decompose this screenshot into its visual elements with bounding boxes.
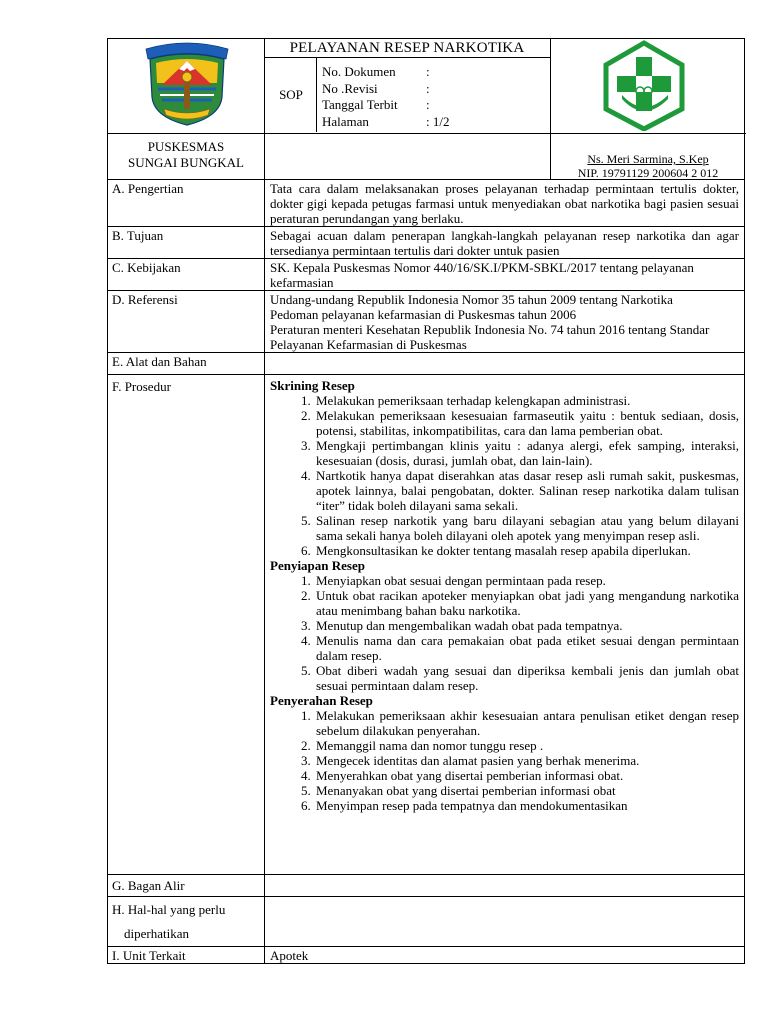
sop-label: SOP: [279, 87, 303, 102]
list-item: 4. Nartkotik hanya dapat diserahkan atas dasar resep asli rumah sakit, puskesmas, apotek lainnya, balai pengobatan, dokter. Salinan resep narkotika dalam tulisan “iter” tidak boleh dilayani sama sekali.: [314, 468, 739, 513]
row-label: E. Alat dan Bahan: [108, 353, 265, 375]
reference-item: Undang-undang Republik Indonesia Nomor 35 tahun 2009 tentang Narkotika: [270, 292, 673, 307]
section-title-penyiapan: Penyiapan Resep: [270, 558, 365, 573]
row-content: Apotek: [265, 947, 745, 964]
list-item: 2. Melakukan pemeriksaan kesesuaian farmaseutik yaitu : bentuk sediaan, dosis, potensi, stabilitas, inkompatibilitas, cara dan lama pemberian obat.: [314, 408, 739, 438]
row-content: [265, 875, 745, 897]
meta-row-issue-date: Tanggal Terbit :: [322, 97, 430, 112]
list-item: 1. Menyiapkan obat sesuai dengan permintaan pada resep.: [314, 573, 739, 588]
section-title-skrining: Skrining Resep: [270, 378, 355, 393]
reference-item: Peraturan menteri Kesehatan Republik Indonesia No. 74 tahun 2016 tentang Standar Pelayanan Kefarmasian di Puskesmas: [270, 322, 710, 352]
row-kebijakan: [108, 259, 745, 291]
row-unit-terkait: [108, 947, 745, 964]
steps-penyiapan: [270, 573, 739, 693]
steps-penyerahan: [270, 708, 739, 813]
organization-name: PUSKESMAS SUNGAI BUNGKAL: [128, 139, 244, 170]
list-item: 2. Memanggil nama dan nomor tunggu resep .: [314, 738, 739, 753]
row-bagan-alir: [108, 875, 745, 897]
reference-item: Pedoman pelayanan kefarmasian di Puskesmas tahun 2006: [270, 307, 577, 322]
list-item: 1. Melakukan pemeriksaan akhir kesesuaian antara penulisan etiket dengan resep sebelum dilakukan penyerahan.: [314, 708, 739, 738]
row-content: SK. Kepala Puskesmas Nomor 440/16/SK.I/PKM-SBKL/2017 tentang pelayanan kefarmasian: [265, 259, 745, 291]
list-item: 6. Mengkonsultasikan ke dokter tentang masalah resep apabila diperlukan.: [314, 543, 739, 558]
city-emblem-logo: [132, 39, 242, 127]
list-item: 5. Salinan resep narkotik yang baru dilayani sebagian atau yang belum dilayani sama sekali hanya boleh dilayani oleh apotek yang menyimpan resep asli.: [314, 513, 739, 543]
row-hal-hal: [108, 897, 745, 947]
list-item: 5. Obat diberi wadah yang sesuai dan diperiksa kembali jenis dan jumlah obat sesuai permintaan dalam resep.: [314, 663, 739, 693]
signer-nip: NIP. 19791129 200604 2 012: [577, 166, 719, 180]
meta-row-revision: No .Revisi :: [322, 80, 430, 96]
meta-row-doc-number: No. Dokumen :: [322, 64, 430, 79]
row-content: Tata cara dalam melaksanakan proses pelayanan terhadap permintaan tertulis dokter, dokter gigi kepada petugas farmasi untuk menyediakan obat narkotika bagi pasien sesuai peraturan perundangan yang berlaku.: [265, 180, 745, 227]
list-item: 1. Melakukan pemeriksaan terhadap kelengkapan administrasi.: [314, 393, 739, 408]
row-tujuan: [108, 227, 745, 259]
row-pengertian: [108, 180, 745, 227]
row-label: C. Kebijakan: [108, 259, 265, 291]
row-referensi: [108, 291, 745, 353]
puskesmas-logo: [598, 39, 690, 131]
list-item: 3. Menutup dan mengembalikan wadah obat pada tempatnya.: [314, 618, 739, 633]
row-content: [265, 897, 745, 947]
row-label: I. Unit Terkait: [108, 947, 265, 964]
row-label: A. Pengertian: [108, 180, 265, 227]
signatory: [550, 152, 746, 180]
row-content: [265, 375, 745, 875]
sop-body-table: [107, 179, 745, 964]
row-label: G. Bagan Alir: [108, 875, 265, 897]
list-item: 5. Menanyakan obat yang disertai pemberian informasi obat: [314, 783, 739, 798]
row-prosedur: [108, 375, 745, 875]
row-label: D. Referensi: [108, 291, 265, 353]
list-item: 3. Mengkaji pertimbangan klinis yaitu : adanya alergi, efek samping, interaksi, kesesuaian (dosis, durasi, jumlah obat, dan lain-lain).: [314, 438, 739, 468]
row-content: [265, 353, 745, 375]
list-item: 3. Mengecek identitas dan alamat pasien yang berhak menerima.: [314, 753, 739, 768]
row-label: B. Tujuan: [108, 227, 265, 259]
row-content: [265, 291, 745, 353]
row-label: H. Hal-hal yang perlu diperhatikan: [108, 897, 265, 947]
row-alat-bahan: [108, 353, 745, 375]
document-title: PELAYANAN RESEP NARKOTIKA: [289, 40, 525, 56]
sop-header: [107, 38, 745, 180]
list-item: 6. Menyimpan resep pada tempatnya dan mendokumentasikan: [314, 798, 739, 813]
row-content: Sebagai acuan dalam penerapan langkah-langkah pelayanan resep narkotika dan agar tersedianya permintaan tertulis dari dokter untuk pasien: [265, 227, 745, 259]
section-title-penyerahan: Penyerahan Resep: [270, 693, 373, 708]
meta-row-page: Halaman : 1/2: [322, 113, 450, 129]
row-label: F. Prosedur: [108, 375, 265, 875]
list-item: 4. Menulis nama dan cara pemakaian obat pada etiket sesuai dengan permintaan dalam resep.: [314, 633, 739, 663]
sop-document: [107, 38, 745, 964]
list-item: 2. Untuk obat racikan apoteker menyiapkan obat jadi yang mengandung narkotika atau menimbang bahan baku narkotika.: [314, 588, 739, 618]
list-item: 4. Menyerahkan obat yang disertai pemberian informasi obat.: [314, 768, 739, 783]
signer-name: Ns. Meri Sarmina, S.Kep: [587, 152, 709, 166]
document-meta: [322, 64, 449, 130]
steps-skrining: [270, 393, 739, 558]
